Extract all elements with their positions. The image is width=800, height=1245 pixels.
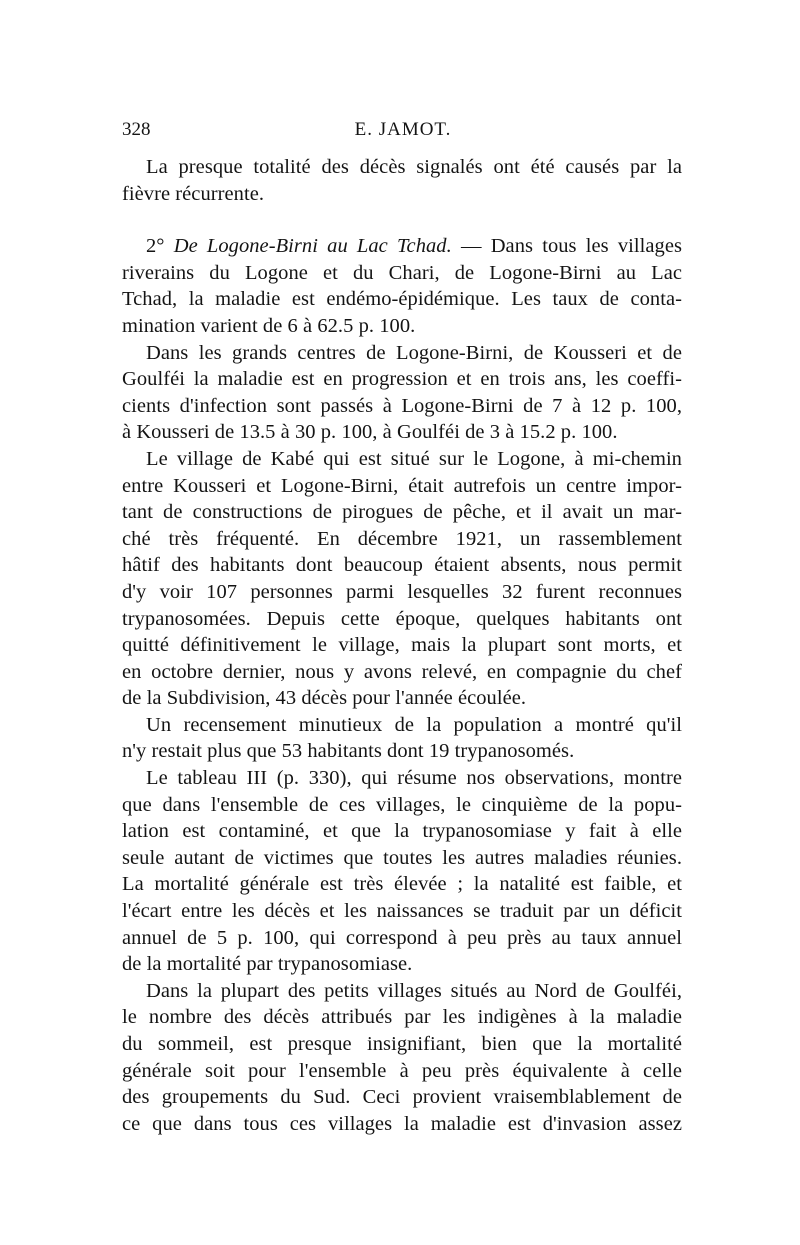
text-fragment: 2° xyxy=(146,235,174,258)
body-text xyxy=(122,154,682,1137)
text-line: générale soit pour l'ensemble à peu près équivalente à celle xyxy=(122,1059,682,1082)
text-line: des groupements du Sud. Ceci provient vraisemblablement de xyxy=(122,1086,682,1109)
text-line: La presque totalité des décès signalés ont été causés par la xyxy=(146,156,682,178)
text-line: de la Subdivision, 43 décès pour l'année écoulée. xyxy=(122,687,527,710)
text-line: Le village de Kabé qui est situé sur le Logone, à mi-chemin xyxy=(146,447,682,470)
text-line: ce que dans tous ces villages la maladie est d'invasion assez xyxy=(122,1112,682,1135)
text-line: trypanosomées. Depuis cette époque, quelques habitants ont xyxy=(122,607,682,630)
text-line: l'écart entre les décès et les naissances se traduit par un déficit xyxy=(122,900,682,923)
page-header xyxy=(122,118,684,142)
page-number: 328 xyxy=(122,119,151,140)
text-line: annuel de 5 p. 100, qui correspond à peu près au taux annuel xyxy=(122,926,682,949)
text-line: lation est contaminé, et que la trypanosomiase y fait à elle xyxy=(122,820,682,843)
text-line: entre Kousseri et Logone-Birni, était autrefois un centre impor- xyxy=(122,474,682,497)
text-line: Goulféi la maladie est en progression et en trois ans, les coeffi- xyxy=(122,368,682,391)
text-line: La mortalité générale est très élevée ; la natalité est faible, et xyxy=(122,873,682,896)
text-line: Le tableau III (p. 330), qui résume nos observations, montre xyxy=(146,767,682,790)
text-line: que dans l'ensemble de ces villages, le cinquième de la popu- xyxy=(122,793,682,816)
text-line: le nombre des décès attribués par les indigènes à la maladie xyxy=(122,1006,682,1029)
text-fragment: — Dans tous les villages xyxy=(451,235,682,258)
italic-heading-text: De Logone-Birni au Lac Tchad. xyxy=(173,235,452,258)
text-line: du sommeil, est presque insignifiant, bien que la mortalité xyxy=(122,1033,682,1055)
text-line: tant de constructions de pirogues de pêche, et il avait un mar- xyxy=(122,501,682,524)
text-line: à Kousseri de 13.5 à 30 p. 100, à Goulféi de 3 à 15.2 p. 100. xyxy=(122,421,618,444)
text-line xyxy=(122,233,682,260)
text-line: seule autant de victimes que toutes les autres maladies réunies. xyxy=(122,846,682,869)
text-line: mination varient de 6 à 62.5 p. 100. xyxy=(122,314,416,337)
text-line: n'y restait plus que 53 habitants dont 19 trypanosomés. xyxy=(122,740,575,763)
text-line: cients d'infection sont passés à Logone-Birni de 7 à 12 p. 100, xyxy=(122,394,682,417)
text-line: de la mortalité par trypanosomiase. xyxy=(122,953,413,976)
text-line: Tchad, la maladie est endémo-épidémique. Les taux de conta- xyxy=(122,288,682,311)
text-line: ché très fréquenté. En décembre 1921, un rassemblement xyxy=(122,527,682,550)
text-line: fièvre récurrente. xyxy=(122,182,265,205)
text-line: hâtif des habitants dont beaucoup étaient absents, nous permit xyxy=(122,554,682,577)
text-line: Dans la plupart des petits villages situés au Nord de Goulféi, xyxy=(146,979,682,1002)
text-line: d'y voir 107 personnes parmi lesquelles 32 furent reconnues xyxy=(122,580,682,603)
text-line: quitté définitivement le village, mais la plupart sont morts, et xyxy=(122,634,682,657)
running-head: E. JAMOT. xyxy=(354,119,452,140)
text-line: riverains du Logone et du Chari, de Logone-Birni au Lac xyxy=(122,261,682,284)
text-line: Dans les grands centres de Logone-Birni, de Kousseri et de xyxy=(146,341,682,364)
text-line: Un recensement minutieux de la population a montré qu'il xyxy=(146,713,682,736)
paragraph-gap xyxy=(122,207,682,233)
text-line: en octobre dernier, nous y avons relevé, en compagnie du chef xyxy=(122,660,682,683)
